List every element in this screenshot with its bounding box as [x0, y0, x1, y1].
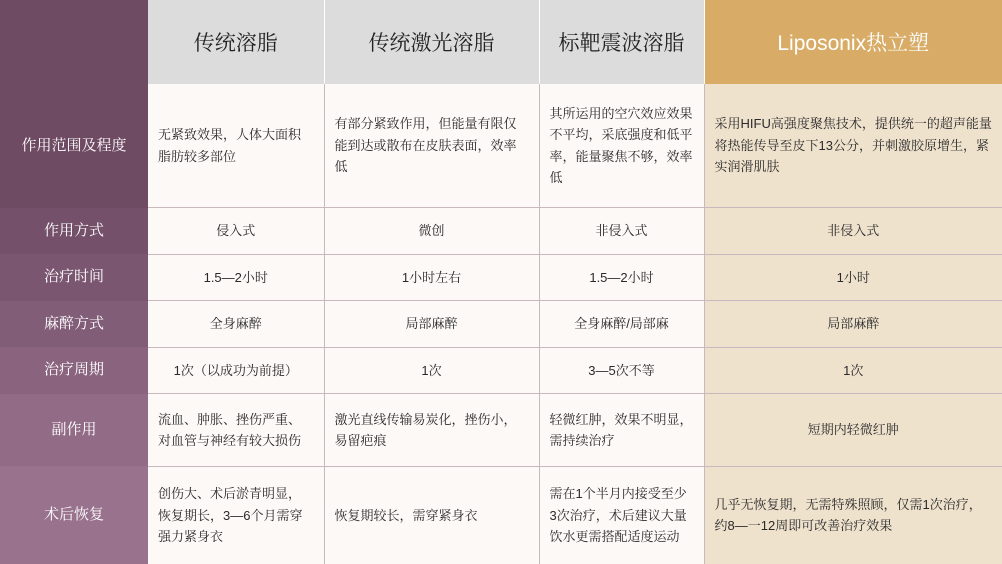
- header-col-liposonix: Liposonix热立塑: [704, 0, 1002, 84]
- cell-mode-traditional: 侵入式: [148, 208, 324, 255]
- row-label-mode-of-action: 作用方式: [0, 208, 148, 255]
- cell-side-effects-shockwave: 轻微红肿，效果不明显，需持续治疗: [539, 394, 704, 466]
- cell-recovery-traditional: 创伤大、术后淤青明显，恢复期长，3—6个月需穿强力紧身衣: [148, 466, 324, 564]
- cell-cycle-laser: 1次: [324, 347, 539, 394]
- cell-cycle-traditional: 1次（以成功为前提）: [148, 347, 324, 394]
- table-row: [0, 208, 1002, 255]
- table-row: [0, 466, 1002, 564]
- cell-mode-shockwave: 非侵入式: [539, 208, 704, 255]
- table-header-row: [0, 0, 1002, 84]
- cell-mode-laser: 微创: [324, 208, 539, 255]
- table-row: [0, 394, 1002, 466]
- table-row: [0, 347, 1002, 394]
- table-row: [0, 254, 1002, 301]
- cell-side-effects-liposonix: 短期内轻微红肿: [704, 394, 1002, 466]
- row-label-scope-and-degree: 作用范围及程度: [0, 84, 148, 208]
- cell-recovery-shockwave: 需在1个半月内接受至少3次治疗，术后建议大量饮水更需搭配适度运动: [539, 466, 704, 564]
- row-label-treatment-cycle: 治疗周期: [0, 347, 148, 394]
- row-label-recovery: 术后恢复: [0, 466, 148, 564]
- cell-scope-shockwave: 其所运用的空穴效应效果不平均，采底强度和低平率，能量聚焦不够，效率低: [539, 84, 704, 208]
- header-col-shockwave-liposuction: 标靶震波溶脂: [539, 0, 704, 84]
- cell-anesthesia-laser: 局部麻醉: [324, 301, 539, 348]
- cell-side-effects-traditional: 流血、肿胀、挫伤严重、对血管与神经有较大损伤: [148, 394, 324, 466]
- cell-time-laser: 1小时左右: [324, 254, 539, 301]
- table-row: [0, 84, 1002, 208]
- cell-scope-laser: 有部分紧致作用，但能量有限仅能到达或散布在皮肤表面，效率低: [324, 84, 539, 208]
- row-label-side-effects: 副作用: [0, 394, 148, 466]
- cell-cycle-liposonix: 1次: [704, 347, 1002, 394]
- cell-recovery-liposonix: 几乎无恢复期，无需特殊照顾，仅需1次治疗，约8—一12周即可改善治疗效果: [704, 466, 1002, 564]
- cell-scope-liposonix: 采用HIFU高强度聚焦技术，提供统一的超声能量将热能传导至皮下13公分，并刺激胶原增生，紧实润滑肌肤: [704, 84, 1002, 208]
- table-row: [0, 301, 1002, 348]
- cell-recovery-laser: 恢复期较长，需穿紧身衣: [324, 466, 539, 564]
- row-label-anesthesia: 麻醉方式: [0, 301, 148, 348]
- cell-anesthesia-traditional: 全身麻醉: [148, 301, 324, 348]
- cell-side-effects-laser: 激光直线传输易炭化，挫伤小，易留疤痕: [324, 394, 539, 466]
- cell-time-traditional: 1.5—2小时: [148, 254, 324, 301]
- cell-time-shockwave: 1.5—2小时: [539, 254, 704, 301]
- cell-cycle-shockwave: 3—5次不等: [539, 347, 704, 394]
- header-corner-cell: [0, 0, 148, 84]
- row-label-treatment-time: 治疗时间: [0, 254, 148, 301]
- header-col-laser-liposuction: 传统激光溶脂: [324, 0, 539, 84]
- cell-scope-traditional: 无紧致效果，人体大面积脂肪较多部位: [148, 84, 324, 208]
- cell-anesthesia-liposonix: 局部麻醉: [704, 301, 1002, 348]
- cell-time-liposonix: 1小时: [704, 254, 1002, 301]
- cell-mode-liposonix: 非侵入式: [704, 208, 1002, 255]
- cell-anesthesia-shockwave: 全身麻醉/局部麻: [539, 301, 704, 348]
- header-col-traditional-liposuction: 传统溶脂: [148, 0, 324, 84]
